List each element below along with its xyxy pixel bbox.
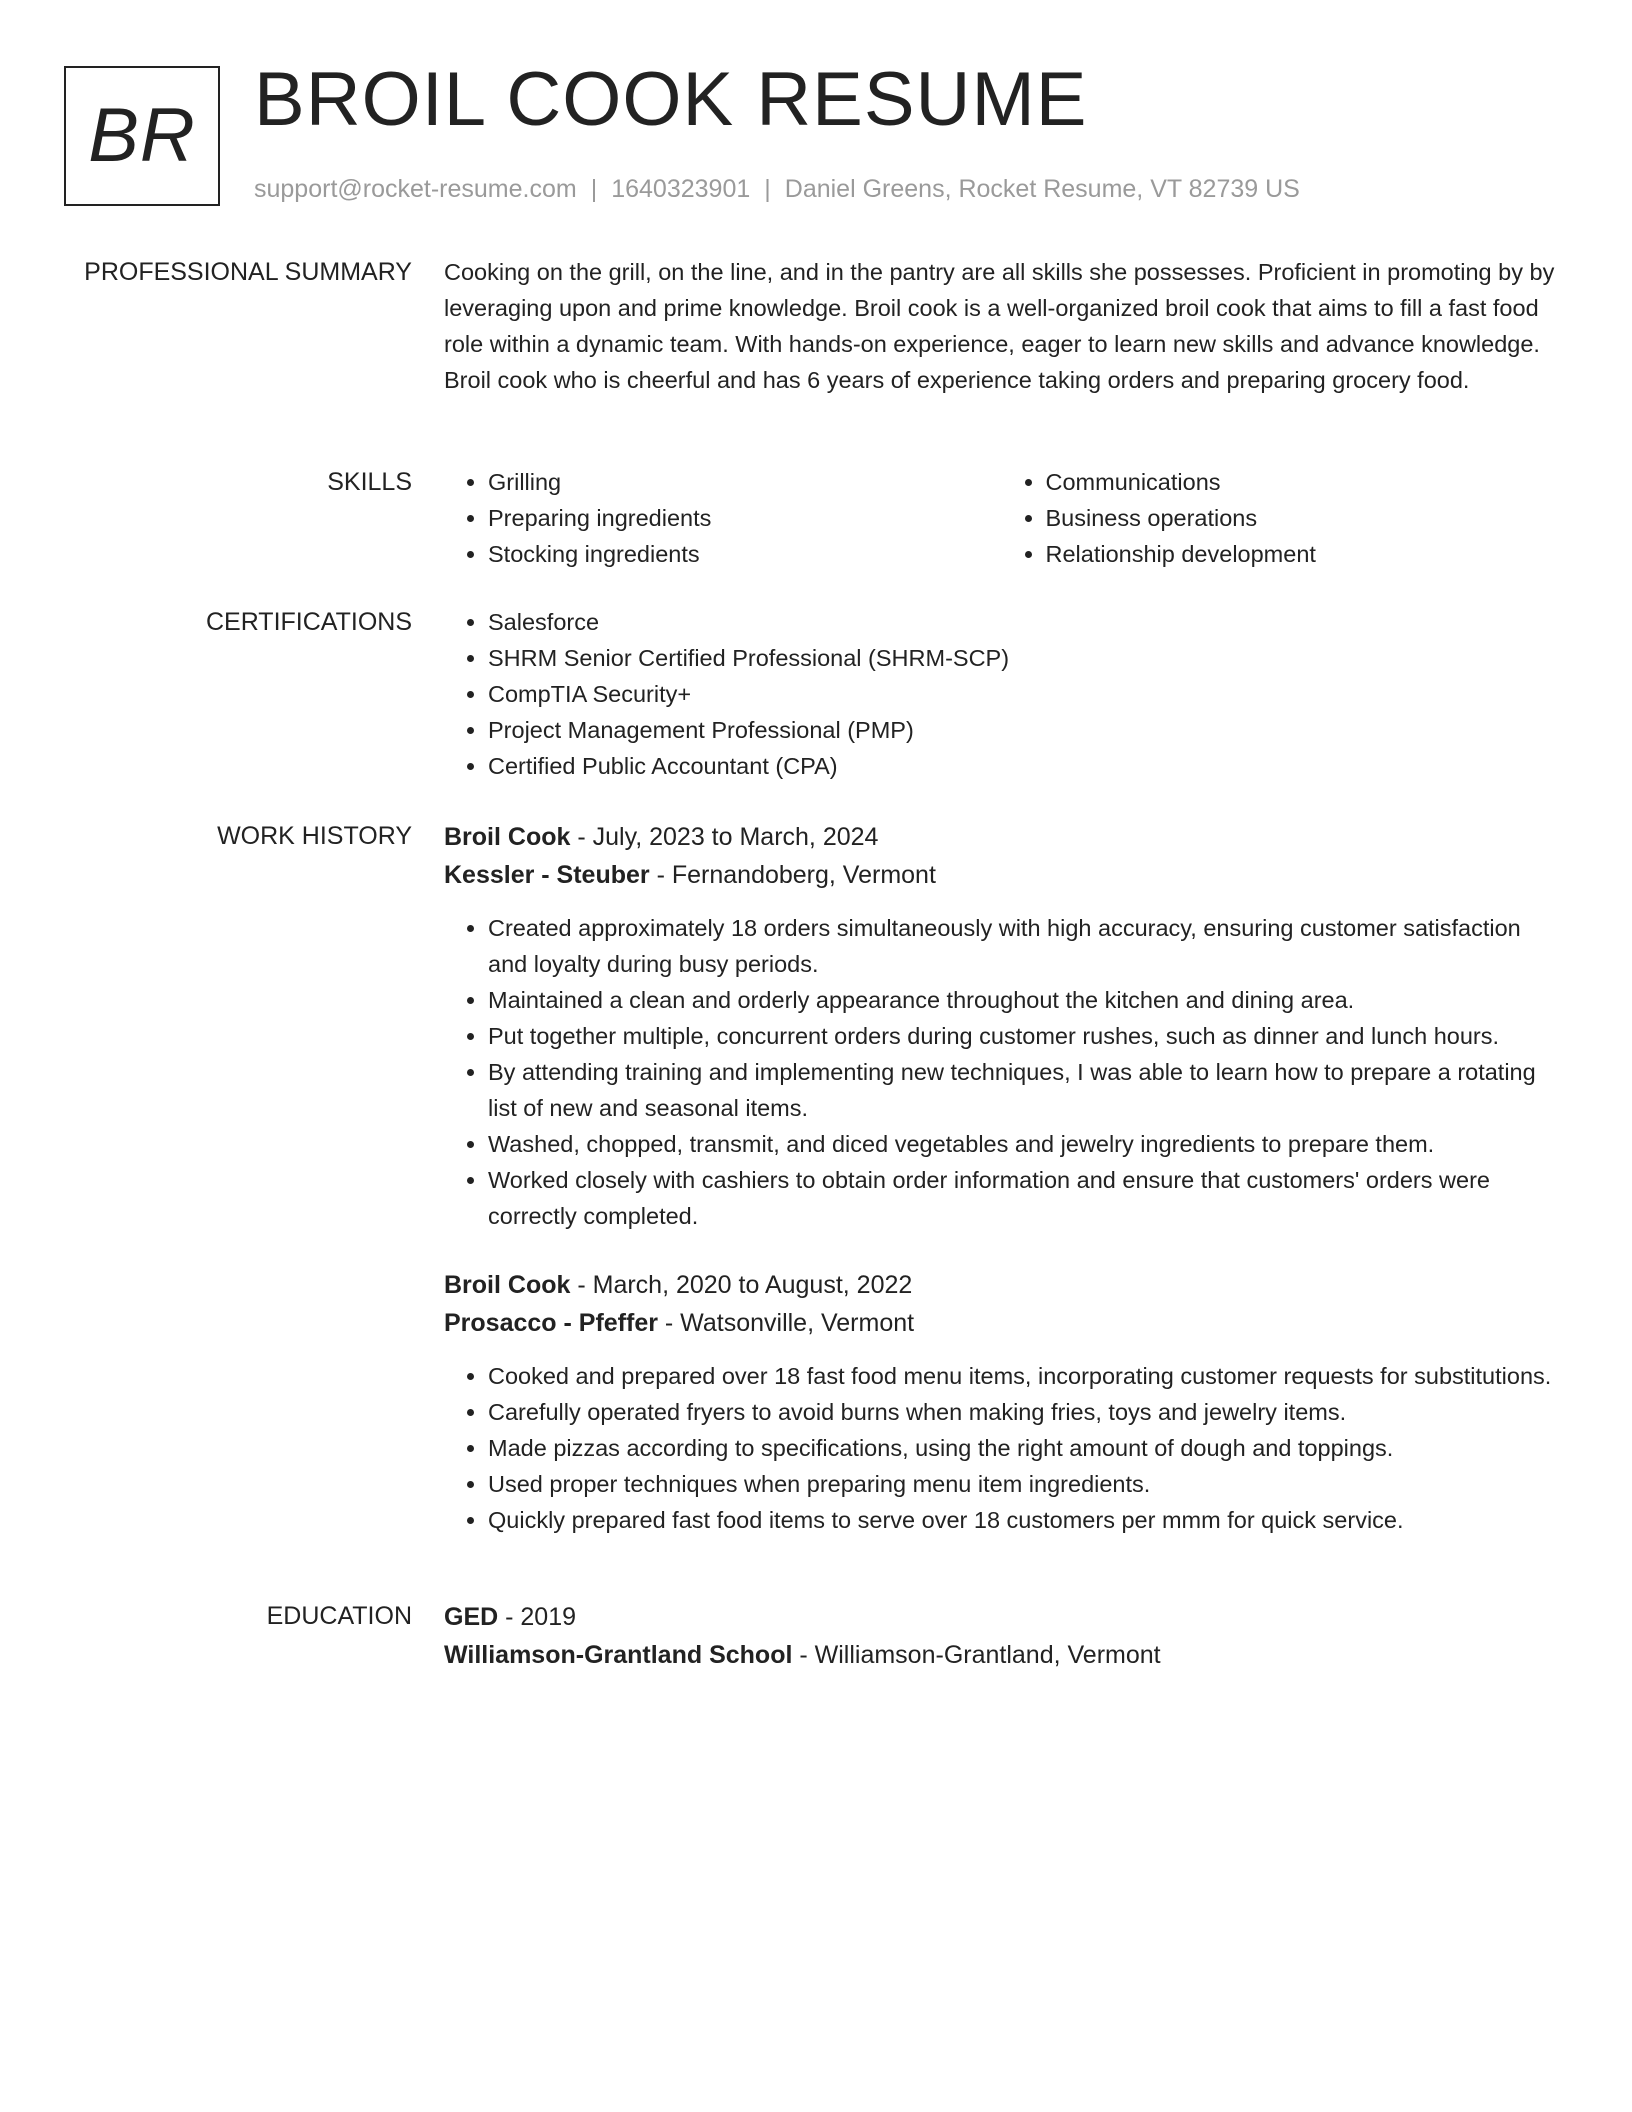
education-location: - Williamson-Grantland, Vermont bbox=[792, 1641, 1161, 1669]
job-bullet: • By attending training and implementing new techniques, I was able to learn how to prepare a rotating list of new and seasonal items. bbox=[488, 1054, 1559, 1126]
skill-item: • Business operations bbox=[1046, 500, 1560, 536]
job-title: Broil Cook bbox=[444, 823, 571, 851]
education-school-line bbox=[444, 1636, 1559, 1674]
contact-line bbox=[254, 174, 1300, 204]
job-location: - Watsonville, Vermont bbox=[657, 1309, 915, 1337]
education-degree: GED bbox=[444, 1603, 499, 1631]
summary-content bbox=[444, 254, 1559, 398]
job-title-line bbox=[444, 1266, 1559, 1304]
job-bullets bbox=[444, 910, 1559, 1234]
skill-item: • Grilling bbox=[488, 464, 1002, 500]
resume-title: BROIL COOK RESUME bbox=[254, 57, 1088, 142]
certification-item: • SHRM Senior Certified Professional (SHRM-SCP) bbox=[488, 640, 1559, 676]
job-bullet: • Made pizzas according to specifications, using the right amount of dough and toppings. bbox=[488, 1430, 1559, 1466]
skill-item: • Relationship development bbox=[1046, 536, 1560, 572]
certification-item: • CompTIA Security+ bbox=[488, 676, 1559, 712]
monogram-initials: BR bbox=[88, 93, 196, 178]
certification-item: • Salesforce bbox=[488, 604, 1559, 640]
job-dates: - July, 2023 to March, 2024 bbox=[570, 823, 879, 851]
summary-text: Cooking on the grill, on the line, and in the pantry are all skills she possesses. Proficient in promoting by by leveraging upon and prime knowledge. Broil cook is a well-organized broil cook that aims to fill a fast food role within a dynamic team. With hands-on experience, eager to learn new skills and advance knowledge. Broil cook who is cheerful and has 6 years of experience taking orders and preparing grocery food. bbox=[444, 259, 1555, 393]
certifications-label: CERTIFICATIONS bbox=[205, 608, 412, 636]
education-content bbox=[444, 1598, 1559, 1674]
job-bullet: • Maintained a clean and orderly appearance throughout the kitchen and dining area. bbox=[488, 982, 1559, 1018]
job-bullet: • Created approximately 18 orders simultaneously with high accuracy, ensuring customer satisfaction and loyalty during busy periods. bbox=[488, 910, 1559, 982]
education-degree-line bbox=[444, 1598, 1559, 1636]
job-bullet: • Worked closely with cashiers to obtain order information and ensure that customers' orders were correctly completed. bbox=[488, 1162, 1559, 1234]
skills-label: SKILLS bbox=[327, 468, 412, 496]
certification-item: • Certified Public Accountant (CPA) bbox=[488, 748, 1559, 784]
job-entry bbox=[444, 818, 1559, 1234]
job-company-line bbox=[444, 1304, 1559, 1342]
job-entry bbox=[444, 1266, 1559, 1538]
job-title-line bbox=[444, 818, 1559, 856]
certifications-content bbox=[444, 604, 1559, 784]
job-bullets bbox=[444, 1358, 1559, 1538]
skill-item: • Preparing ingredients bbox=[488, 500, 1002, 536]
job-bullet: • Quickly prepared fast food items to serve over 18 customers per mmm for quick service. bbox=[488, 1502, 1559, 1538]
job-bullet: • Washed, chopped, transmit, and diced vegetables and jewelry ingredients to prepare them. bbox=[488, 1126, 1559, 1162]
work-history-content bbox=[444, 818, 1559, 1538]
contact-separator: | bbox=[590, 175, 598, 203]
skill-item: • Communications bbox=[1046, 464, 1560, 500]
contact-separator: | bbox=[764, 175, 771, 203]
education-school: Williamson-Grantland School bbox=[444, 1641, 793, 1669]
skills-list-left bbox=[444, 464, 1002, 572]
contact-email: support@rocket-resume.com bbox=[254, 175, 577, 203]
contact-address: Daniel Greens, Rocket Resume, VT 82739 US bbox=[784, 175, 1300, 203]
summary-label: PROFESSIONAL SUMMARY bbox=[84, 258, 412, 286]
job-bullet: • Used proper techniques when preparing menu item ingredients. bbox=[488, 1466, 1559, 1502]
skills-content bbox=[444, 464, 1559, 572]
education-year: - 2019 bbox=[498, 1603, 577, 1631]
job-dates: - March, 2020 to August, 2022 bbox=[570, 1271, 913, 1299]
job-company-line bbox=[444, 856, 1559, 894]
education-label: EDUCATION bbox=[266, 1602, 412, 1630]
job-company: Prosacco - Pfeffer bbox=[444, 1309, 658, 1337]
job-location: - Fernandoberg, Vermont bbox=[649, 861, 936, 889]
contact-phone: 1640323901 bbox=[611, 175, 751, 203]
certification-item: • Project Management Professional (PMP) bbox=[488, 712, 1559, 748]
skills-list-right bbox=[1002, 464, 1560, 572]
work-history-label: WORK HISTORY bbox=[217, 822, 412, 850]
monogram-box bbox=[64, 66, 220, 206]
certifications-list bbox=[444, 604, 1559, 784]
job-bullet: • Put together multiple, concurrent orders during customer rushes, such as dinner and lunch hours. bbox=[488, 1018, 1559, 1054]
job-bullet: • Cooked and prepared over 18 fast food menu items, incorporating customer requests for substitutions. bbox=[488, 1358, 1559, 1394]
job-title: Broil Cook bbox=[444, 1271, 571, 1299]
job-company: Kessler - Steuber bbox=[444, 861, 650, 889]
skill-item: • Stocking ingredients bbox=[488, 536, 1002, 572]
job-bullet: • Carefully operated fryers to avoid burns when making fries, toys and jewelry items. bbox=[488, 1394, 1559, 1430]
